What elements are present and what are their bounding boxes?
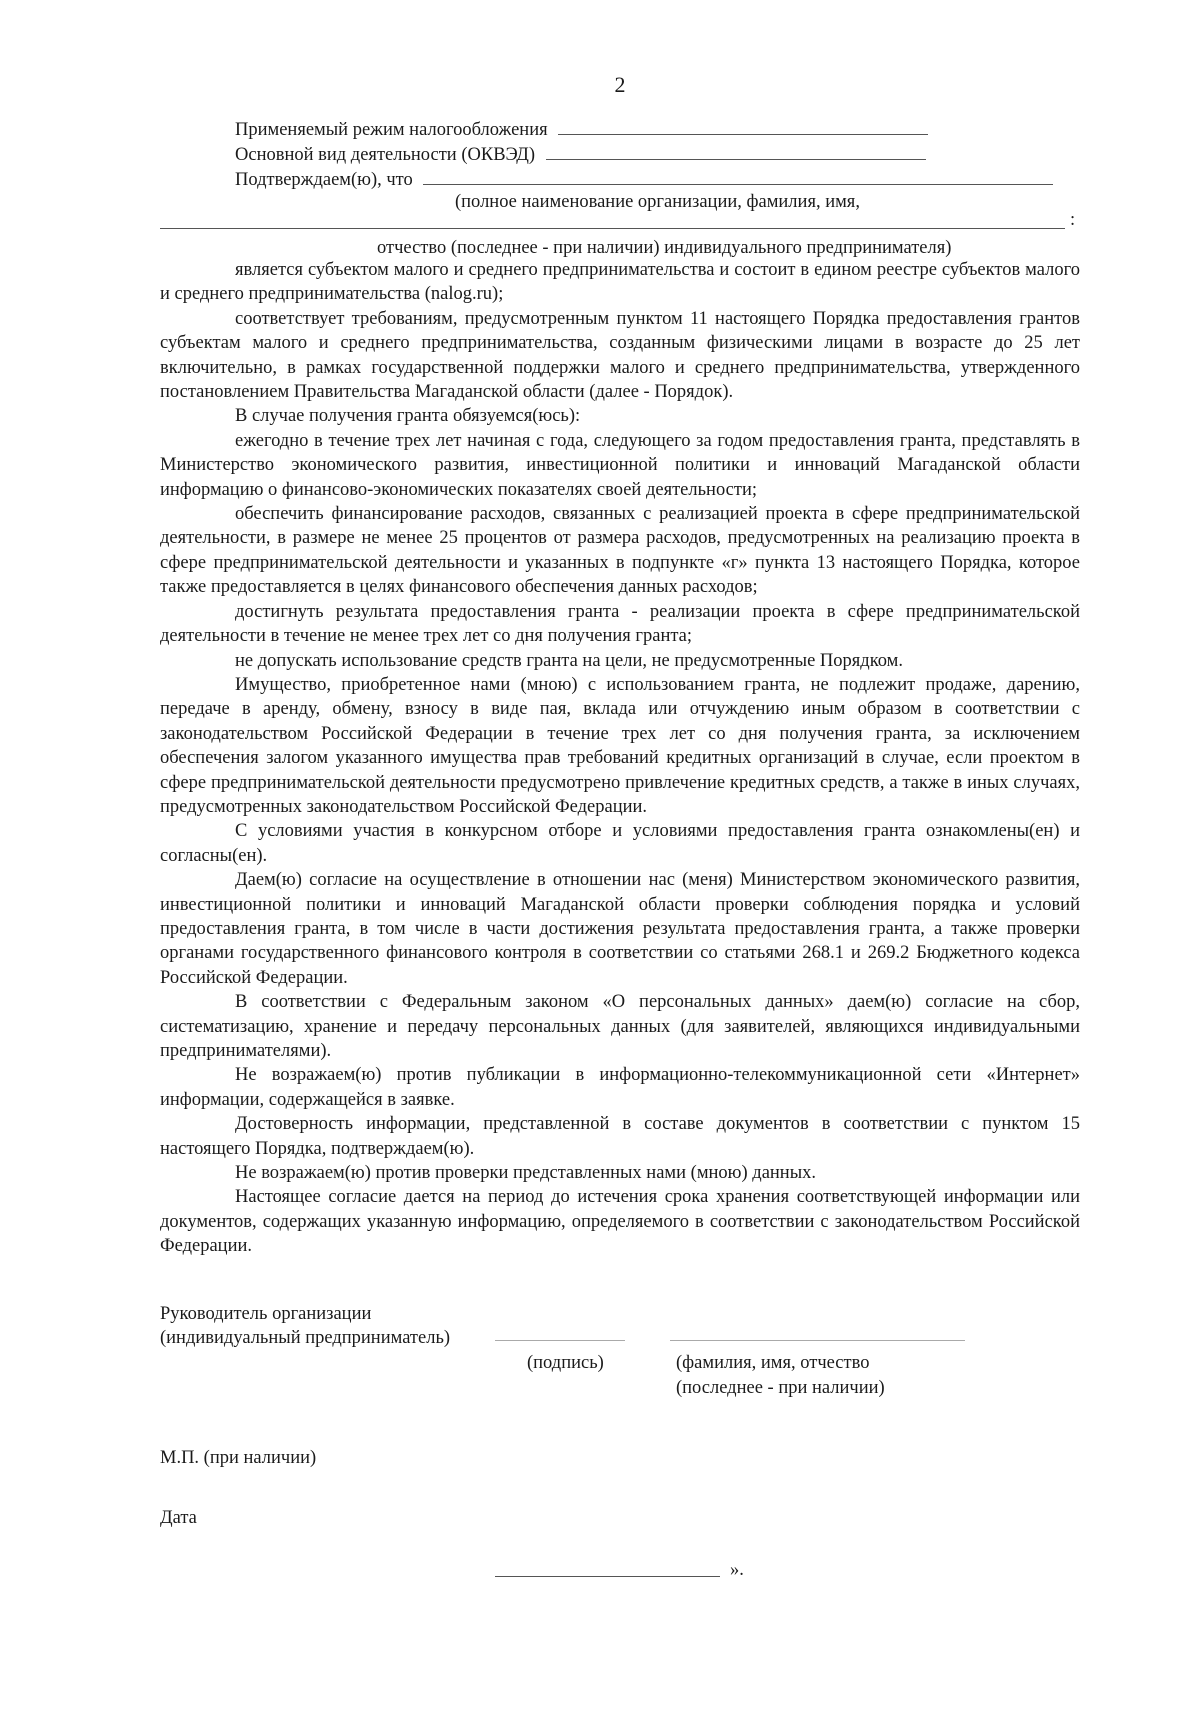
confirm-field [235,166,1053,192]
statement-body [160,258,1080,1259]
head-label-line1: Руководитель организации [160,1304,372,1324]
paragraph: соответствует требованиям, предусмотренным пунктом 11 настоящего Порядка предоставления грантов субъектам малого и среднего предпринимательства, созданным физическими лицами в возрасте до 25 лет включительно, в рамках государственной поддержки малого и среднего предпринимательства, утвержденного постановлением Правительства Магаданской области (далее - Порядок). [160,308,1080,403]
tax-regime-label: Применяемый режим налогообложения [235,120,548,140]
paragraph: ежегодно в течение трех лет начиная с года, следующего за годом предоставления гранта, представлять в Министерство экономического развития, инвестиционной политики и инноваций Магаданской области информацию о финансово-экономических показателях своей деятельности; [160,430,1080,500]
paragraph: Даем(ю) согласие на осуществление в отношении нас (меня) Министерством экономического развития, инвестиционной политики и инноваций Магаданской области проверки соблюдения порядка и условий предоставления гранта, в том числе в части достижения результата предоставления гранта, а также проверки органами государственного финансового контроля в соответствии со статьями 268.1 и 269.2 Бюджетного кодекса Российской Федерации. [160,870,1080,988]
tax-regime-field [235,116,928,142]
name-caption-line1: (полное наименование организации, фамилия, имя, [455,192,860,212]
date-close: ». [730,1560,744,1580]
signature-caption: (подпись) [527,1353,604,1373]
stamp-label: М.П. (при наличии) [160,1448,317,1468]
confirm-blank[interactable] [423,166,1053,185]
paragraph: Имущество, приобретенное нами (мною) с использованием гранта, не подлежит продаже, дарению, передаче в аренду, обмену, взносу в виде пая, вклада или отчуждению иным образом в соответствии с законодательством Российской Федерации в течение трех лет со дня получения гранта, за исключением обеспечения залогом указанного имущества прав требований кредитных организаций в случае, если проектом в сфере предпринимательской деятельности предусмотрено привлечение кредитных средств, а также в иных случаях, предусмотренных законодательством Российской Федерации. [160,674,1080,817]
paragraph: обеспечить финансирование расходов, связанных с реализацией проекта в сфере предпринимательской деятельности, в размере не менее 25 процентов от размера расходов, предусмотренных на реализацию проекта в сфере предпринимательской деятельности и указанных в подпункте «г» пункта 13 настоящего Порядка, которое также предоставляется в целях финансового обеспечения данных расходов; [160,504,1080,598]
paragraph: Настоящее согласие дается на период до истечения срока хранения соответствующей информации или документов, содержащих указанную информацию, определяемого в соответствии с законодательством Российской Федерации. [160,1187,1080,1257]
tax-regime-blank[interactable] [558,116,928,135]
okved-label: Основной вид деятельности (ОКВЭД) [235,145,535,165]
date-blank[interactable] [495,1576,720,1577]
name-colon: : [1070,210,1076,230]
okved-blank[interactable] [546,141,926,160]
date-label: Дата [160,1508,197,1528]
paragraph: Достоверность информации, представленной в составе документов в соответствии с пунктом 15 настоящего Порядка, подтверждаем(ю). [160,1114,1080,1159]
page-number: 2 [614,72,626,97]
confirm-label: Подтверждаем(ю), что [235,170,413,190]
paragraph: является субъектом малого и среднего предпринимательства и состоит в едином реестре субъектов малого и среднего предпринимательства (nalog.ru); [160,260,1080,305]
paragraph: В соответствии с Федеральным законом «О персональных данных» даем(ю) согласие на сбор, систематизацию, хранение и передачу персональных данных (для заявителей, являющихся индивидуальными предпринимателями). [160,992,1080,1061]
paragraph: С условиями участия в конкурсном отборе и условиями предоставления гранта ознакомлены(ен) и согласны(ен). [160,821,1080,866]
paragraph: достигнуть результата предоставления гранта - реализации проекта в сфере предпринимательской деятельности в течение не менее трех лет со дня получения гранта; [160,601,1080,647]
paragraph: В случае получения гранта обязуемся(юсь): [235,406,581,427]
full-name-blank[interactable] [670,1340,965,1341]
paragraph: Не возражаем(ю) против публикации в информационно-телекоммуникационной сети «Интернет» информации, содержащейся в заявке. [160,1065,1080,1110]
paragraph: Не возражаем(ю) против проверки представленных нами (мною) данных. [235,1163,817,1184]
signature-blank[interactable] [495,1340,625,1341]
okved-field [235,141,926,167]
name-blank-line[interactable] [160,228,1065,229]
paragraph: не допускать использование средств гранта на цели, не предусмотренные Порядком. [235,650,903,671]
name-caption-line2: отчество (последнее - при наличии) индивидуального предпринимателя) [377,238,952,258]
full-name-caption-line2: (последнее - при наличии) [676,1378,885,1398]
full-name-caption-line1: (фамилия, имя, отчество [676,1353,870,1373]
head-label-line2: (индивидуальный предприниматель) [160,1328,451,1348]
